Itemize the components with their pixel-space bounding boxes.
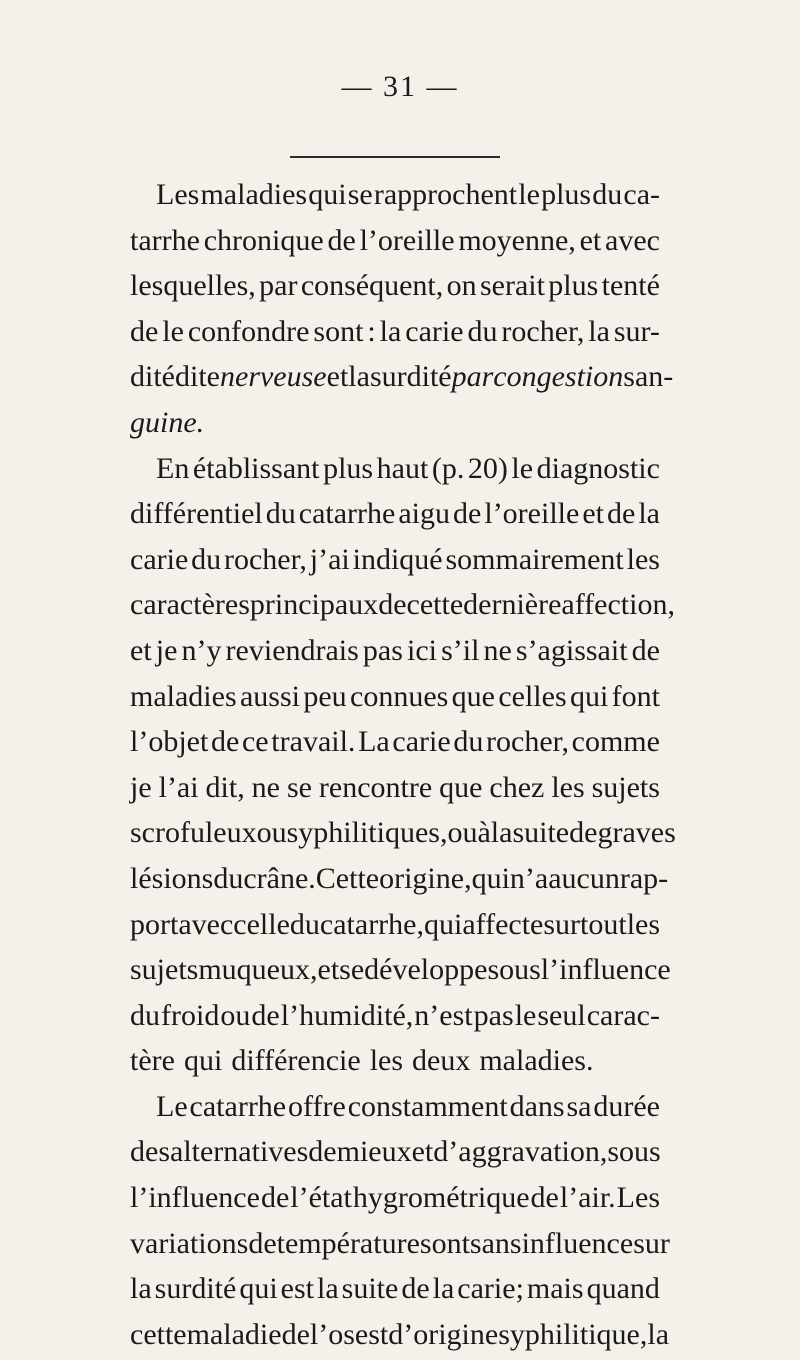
text-line: des alternatives de mieux et d’aggravation, sous <box>130 1135 661 1169</box>
text-line: du froid ou de l’humidité, n’est pas le seul carac- <box>130 998 660 1032</box>
text-line: l’influence de l’état hygrométrique de l’air. Les <box>130 1181 660 1215</box>
text-line: tarrhe chronique de l’oreille moyenne, et avec <box>130 223 660 257</box>
text-line: de le confondre sont : la carie du rocher, la sur- <box>130 314 660 348</box>
text-line: maladies aussi peu connues que celles qui font <box>130 679 660 713</box>
text-line: cette maladie de l’os est d’origine syphilitique, la <box>130 1317 670 1351</box>
body-text <box>130 172 676 1357</box>
text-line: Le catarrhe offre constamment dans sa durée <box>156 1089 660 1123</box>
text-line: je l’ai dit, ne se rencontre que chez les sujets <box>130 770 660 804</box>
text-line: En établissant plus haut (p. 20) le diagnostic <box>156 451 660 485</box>
text-line: scrofuleux ou syphilitiques, ou à la suite de graves <box>130 816 676 850</box>
header-rule <box>290 156 500 158</box>
text-line: lesquelles, par conséquent, on serait plus tenté <box>130 269 660 303</box>
text-line: guine. <box>130 405 205 439</box>
text-line: différentiel du catarrhe aigu de l’oreille et de la <box>130 497 660 531</box>
text-line: caractères principaux de cette dernière affection, <box>130 588 675 622</box>
text-line: Les maladies qui se rapprochent le plus du ca- <box>156 178 660 211</box>
text-line: variations de température sont sans influence sur <box>130 1226 670 1260</box>
page-header: — 31 — <box>341 70 459 103</box>
text-line: dité dite nerveuse et la surdité par congestion san- <box>130 360 674 394</box>
text-line: la surdité qui est la suite de la carie; mais quand <box>130 1272 660 1306</box>
text-line: port avec celle du catarrhe, qui affecte surtout les <box>130 907 661 941</box>
text-line: tère qui différencie les deux maladies. <box>130 1044 594 1078</box>
text-line: et je n’y reviendrais pas ici s’il ne s’agissait de <box>130 633 660 667</box>
text-line: sujets muqueux, et se développe sous l’influence <box>130 953 671 987</box>
text-line: carie du rocher, j’ai indiqué sommairement les <box>130 542 660 576</box>
text-line: lésions du crâne. Cette origine, qui n’a aucun rap- <box>130 861 669 895</box>
text-line: l’objet de ce travail. La carie du rocher, comme <box>130 725 660 759</box>
